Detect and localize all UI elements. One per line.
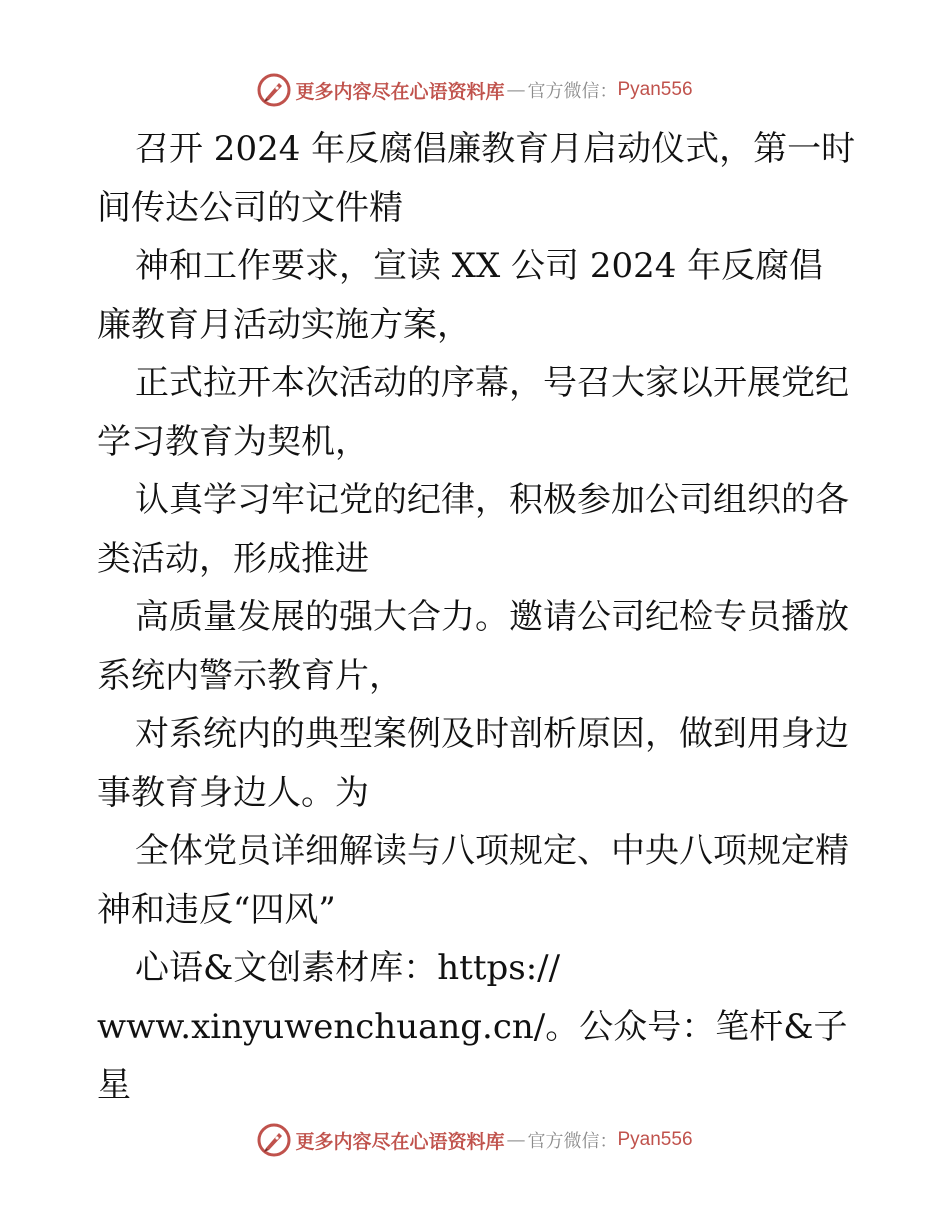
paragraph-8: 心语&文创素材库：https:// bbox=[135, 948, 561, 988]
banner-main-text: 更多内容尽在心语资料库 bbox=[295, 1130, 505, 1153]
banner-sub-text: 官方微信： bbox=[527, 81, 618, 102]
banner-separator: — bbox=[506, 1129, 526, 1151]
paragraph-9: www.xinyuwenchuang.cn/。公众号：笔杆&子星 bbox=[97, 1006, 848, 1105]
pen-nib-logo-icon bbox=[257, 1123, 291, 1157]
paragraph-1: 召开 2024 年反腐倡廉教育月启动仪式，第一时间传达公司的文件精 bbox=[97, 129, 856, 228]
paragraph-7: 全体党员详细解读与八项规定、中央八项规定精神和违反“四风” bbox=[97, 831, 849, 930]
document-body bbox=[97, 120, 857, 1115]
paragraph-6: 对系统内的典型案例及时剖析原因，做到用身边事教育身边人。为 bbox=[97, 714, 849, 813]
paragraph-4: 认真学习牢记党的纪律，积极参加公司组织的各类活动，形成推进 bbox=[97, 480, 849, 579]
banner-separator: — bbox=[506, 79, 526, 101]
pen-nib-logo-icon bbox=[257, 73, 291, 107]
header-banner bbox=[0, 70, 950, 110]
paragraph-3: 正式拉开本次活动的序幕，号召大家以开展党纪学习教育为契机， bbox=[97, 363, 849, 462]
paragraph-5: 高质量发展的强大合力。邀请公司纪检专员播放系统内警示教育片， bbox=[97, 597, 849, 696]
banner-sub-text: 官方微信： bbox=[527, 1131, 618, 1152]
banner-wechat-id: Pyan556 bbox=[617, 1129, 693, 1150]
banner-main-text: 更多内容尽在心语资料库 bbox=[295, 80, 505, 103]
paragraph-2: 神和工作要求，宣读 XX 公司 2024 年反腐倡廉教育月活动实施方案， bbox=[97, 246, 824, 345]
footer-banner bbox=[0, 1120, 950, 1160]
banner-wechat-id: Pyan556 bbox=[617, 79, 693, 100]
